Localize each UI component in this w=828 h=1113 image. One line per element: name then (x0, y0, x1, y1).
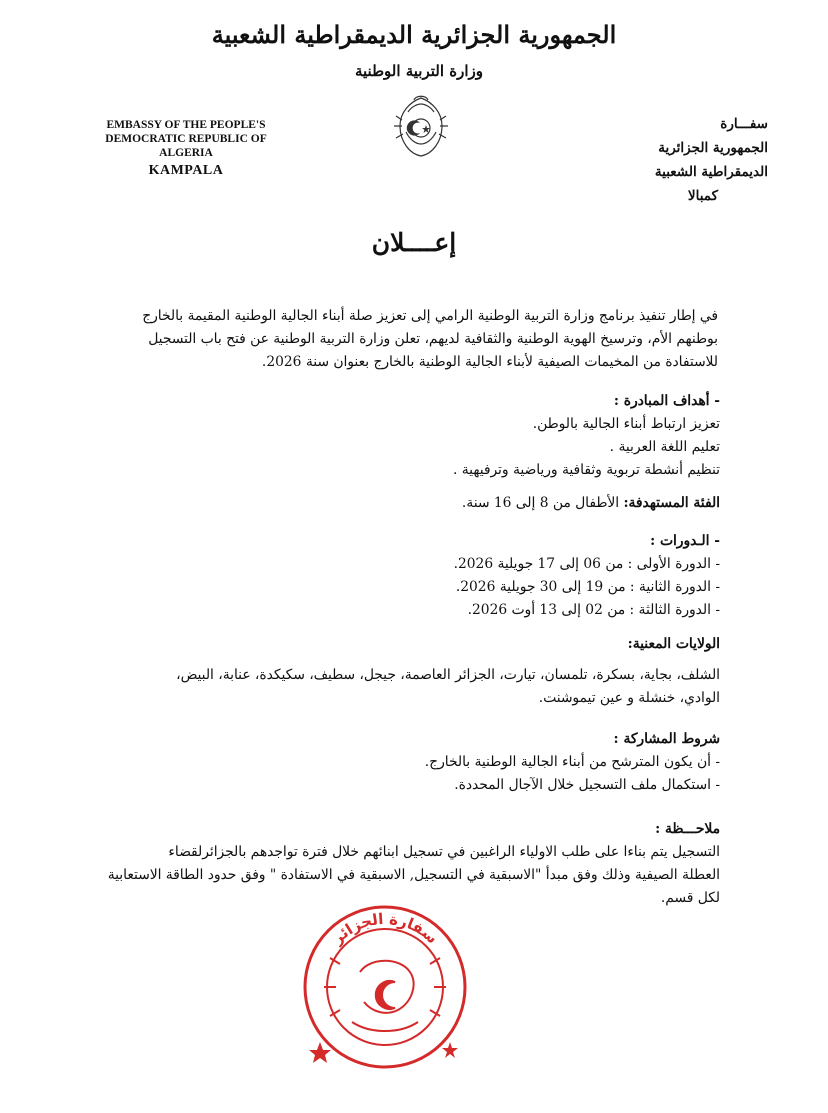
session-item: - الدورة الأولى : من 06 إلى 17 جويلية 2026. (453, 556, 720, 572)
provinces-section (80, 633, 720, 710)
session-item: - الدورة الثالثة : من 02 إلى 13 أوت 2026. (467, 602, 720, 618)
provinces-heading: الولايات المعنية: (627, 636, 720, 652)
target-text: الأطفال من 8 إلى 16 سنة. (461, 495, 624, 511)
official-stamp-icon (300, 902, 470, 1072)
provinces-line: الشلف، بجاية، بسكرة، تلمسان، تيارت، الجزائر العاصمة، جيجل، سطيف، سكيكدة، عنابة، البيض، (176, 667, 720, 683)
intro-line: للاستفادة من المخيمات الصيفية لأبناء الجالية الوطنية بالخارج بعنوان سنة 2026. (261, 354, 718, 370)
objectives-section (80, 390, 720, 482)
objectives-heading: - أهداف المبادرة : (613, 393, 720, 409)
sessions-section (80, 530, 720, 622)
objective-item: تعزيز ارتباط أبناء الجالية بالوطن. (532, 416, 720, 432)
algeria-emblem-icon (388, 92, 454, 162)
embassy-english-block (96, 118, 276, 178)
stamp-ring-text: سفارة الجزائر (328, 909, 442, 948)
target-heading: الفئة المستهدفة: (623, 495, 720, 511)
embassy-en-line: ALGERIA (159, 147, 213, 159)
intro-paragraph (98, 305, 718, 374)
condition-item: - استكمال ملف التسجيل خلال الآجال المحددة. (454, 777, 720, 793)
condition-item: - أن يكون المترشح من أبناء الجالية الوطنية بالخارج. (424, 754, 720, 770)
target-section (80, 492, 720, 515)
republic-title: الجمهورية الجزائرية الديمقراطية الشعبية (211, 20, 617, 49)
embassy-ar-line: الديمقراطية الشعبية (654, 164, 768, 180)
note-line: التسجيل يتم بناءا على طلب الاولياء الراغبين في تسجيل ابنائهم خلال فترة تواجدهم بالجزائرلقضاء (168, 844, 720, 860)
ministry-title: وزارة التربية الوطنية (354, 62, 483, 80)
intro-line: في إطار تنفيذ برنامج وزارة التربية الوطنية الرامي إلى تعزيز صلة أبناء الجالية الوطنية المقيمة بالخارج (142, 308, 718, 324)
embassy-ar-line: سفـــارة (720, 116, 768, 132)
embassy-en-line: EMBASSY OF THE PEOPLE'S (106, 119, 266, 131)
embassy-en-line: DEMOCRATIC REPUBLIC OF (105, 133, 267, 145)
note-heading: ملاحـــظة : (655, 821, 720, 837)
objective-item: تنظيم أنشطة تربوية وثقافية ورياضية وترفيهية . (453, 462, 720, 478)
provinces-line: الوادي، خنشلة و عين تيموشنت. (538, 690, 720, 706)
session-item: - الدورة الثانية : من 19 إلى 30 جويلية 2026. (455, 579, 720, 595)
note-line: العطلة الصيفية وذلك وفق مبدأ "الاسبقية في التسجيل, الاسبقية في الاستفادة " وفق حدود الطاقة الاستعابية (107, 867, 720, 883)
intro-line: بوطنهم الأم، وترسيخ الهوية الوطنية والثقافية لديهم، تعلن وزارة التربية الوطنية عن فتح باب التسجيل (148, 331, 718, 347)
note-line: لكل قسم. (660, 890, 720, 906)
embassy-en-city: KAMPALA (148, 163, 224, 178)
conditions-section (80, 728, 720, 797)
embassy-arabic-block (618, 112, 768, 208)
conditions-heading: شروط المشاركة : (613, 731, 720, 747)
sessions-heading: - الـدورات : (650, 533, 720, 549)
embassy-ar-line: كمبالا (687, 188, 718, 204)
embassy-ar-line: الجمهورية الجزائرية (658, 140, 768, 156)
objective-item: تعليم اللغة العربية . (609, 439, 720, 455)
note-section (80, 818, 720, 910)
announcement-title: إعــــلان (371, 228, 457, 257)
